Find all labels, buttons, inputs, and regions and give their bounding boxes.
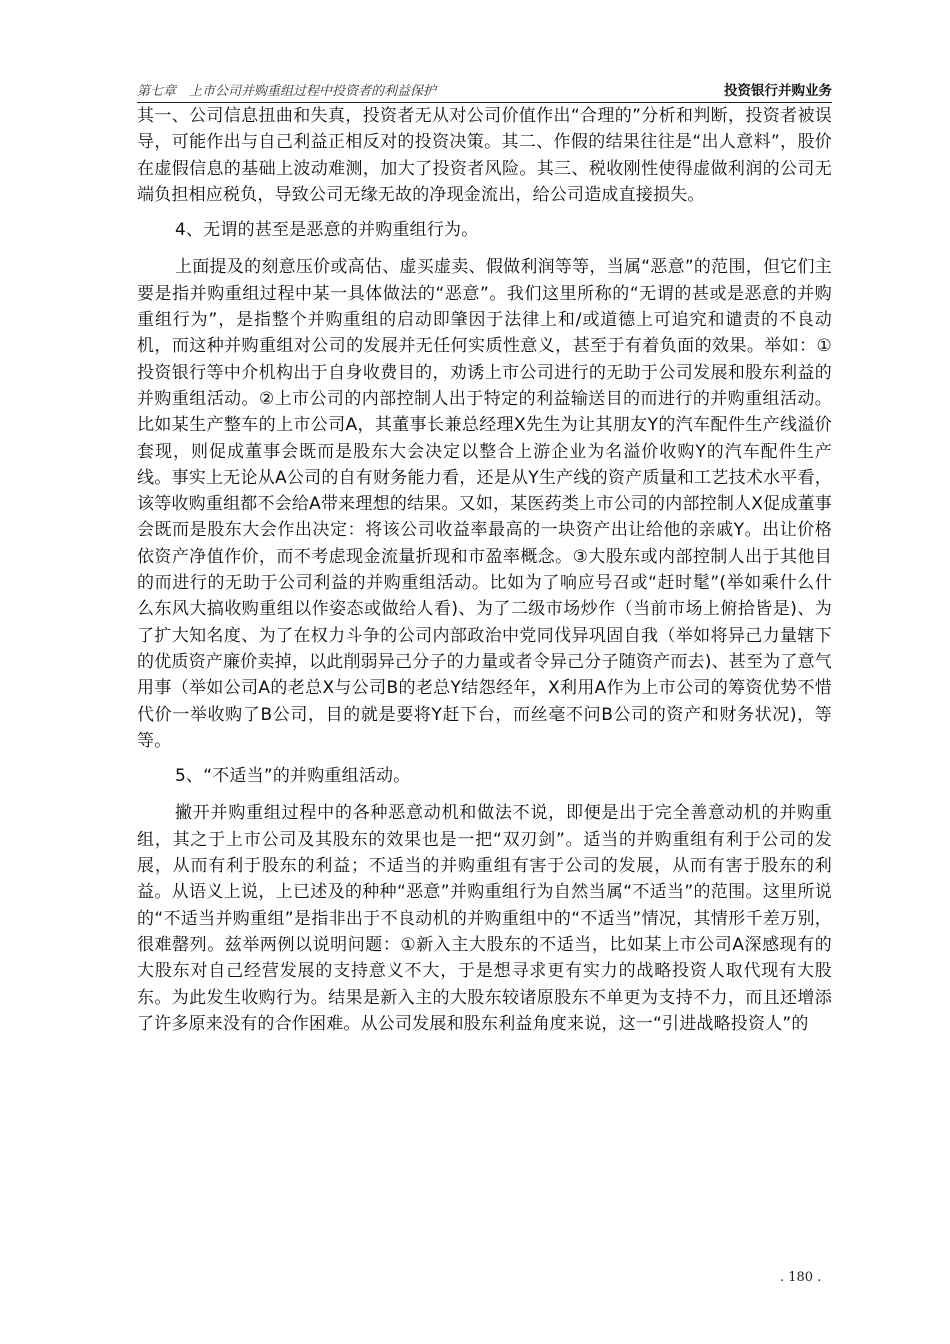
paragraph-continuation: 其一、公司信息扭曲和失真，投资者无从对公司价值作出“合理的”分析和判断，投资者被误导，可能作出与自己利益正相反对的投资决策。其二、作假的结果往往是“出人意料”，股价在虚假信息的基础上波动难测，加大了投资者风险。其三、税收刚性使得虚做利润的公司无端负担相应税负，导致公司无缘无故的净现金流出，给公司造成直接损失。 — [137, 106, 832, 205]
page-body — [137, 103, 832, 1037]
chapter-title: 第七章 上市公司并购重组过程中投资者的利益保护 — [137, 84, 437, 99]
page-number: . 180 . — [780, 1270, 822, 1285]
section-heading-4: 4、无谓的甚至是恶意的并购重组行为。 — [175, 220, 479, 241]
paragraph-malicious-restructuring: 上面提及的刻意压价或高估、虚买虚卖、假做利润等等，当属“恶意”的范围，但它们主要是指并购重组过程中某一具体做法的“恶意”。我们这里所称的“无谓的甚或是恶意的并购重组行为”，是指整个并购重组的启动即肇因于法律上和/或道德上可追究和谴责的不良动机，而这种并购重组对公司的发展并无任何实质性意义，甚至于有着负面的效果。举如：①投资银行等中介机构出于自身收费目的，劝诱上市公司进行的无助于公司发展和股东利益的并购重组活动。②上市公司的内部控制人出于特定的利益输送目的而进行的并购重组活动。比如某生产整车的上市公司A，其董事长兼总经理X先生为让其朋友Y的汽车配件生产线溢价套现，则促成董事会既而是股东大会决定以整合上游企业为名溢价收购Y的汽车配件生产线。事实上无论从A公司的自有财务能力看，还是从Y生产线的资产质量和工艺技术水平看，该等收购重组都不会给A带来理想的结果。又如，某医药类上市公司的内部控制人X促成董事会既而是股东大会作出决定：将该公司收益率最高的一块资产出让给他的亲戚Y。出让价格依资产净值作价，而不考虑现金流量折现和市盈率概念。③大股东或内部控制人出于其他目的而进行的无助于公司利益的并购重组活动。比如为了响应号召或“赶时髦”(举如乘什么什么东风大搞收购重组以作姿态或做给人看)、为了二级市场炒作（当前市场上俯拾皆是)、为了扩大知名度、为了在权力斗争的公司内部政治中党同伐异巩固自我（举如将异己力量辖下的优质资产廉价卖掉，以此削弱异己分子的力量或者令异己分子随资产而去)、甚至为了意气用事（举如公司A的老总X与公司B的老总Y结怨经年，X利用A作为上市公司的筹资优势不惜代价一举收购了B公司，目的就是要将Y赶下台，而丝毫不问B公司的资产和财务状况)，等等。 — [137, 257, 832, 751]
page-header — [137, 76, 832, 103]
paragraph-inappropriate-restructuring: 撇开并购重组过程中的各种恶意动机和做法不说，即便是出于完全善意动机的并购重组，其之于上市公司及其股东的效果也是一把“双刃剑”。适当的并购重组有利于公司的发展，从而有利于股东的利益；不适当的并购重组有害于公司的发展，从而有害于股东的利益。从语义上说，上已述及的种种“恶意”并购重组行为自然当属“不适当”的范围。这里所说的“不适当并购重组”是指非出于不良动机的并购重组中的“不适当”情况，其情形千差万别，很难罄列。兹举两例以说明问题：①新入主大股东的不适当，比如某上市公司A深感现有的大股东对自己经营发展的支持意义不大，于是想寻求更有实力的战略投资人取代现有大股东。为此发生收购行为。结果是新入主的大股东较诸原股东不单更为支持不力，而且还增添了许多原来没有的合作困难。从公司发展和股东利益角度来说，这一“引进战略投资人”的 — [137, 803, 832, 1034]
section-heading-5: 5、“不适当”的并购重组活动。 — [175, 766, 411, 787]
book-title: 投资银行并购业务 — [724, 83, 832, 99]
